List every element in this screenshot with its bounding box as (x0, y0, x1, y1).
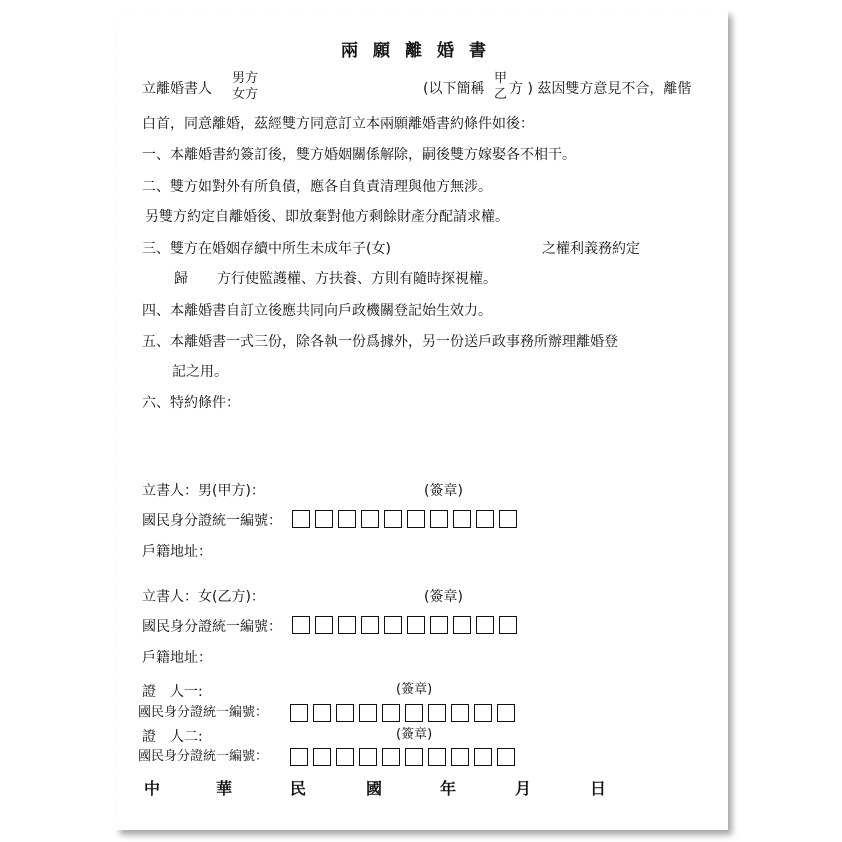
intro-female: 女方 (232, 87, 259, 102)
date-min: 民 (290, 779, 307, 798)
id-digit-box[interactable] (382, 748, 400, 766)
clause-5: 五、本離婚書一式三份，除各執一份爲據外，另一份送戶政事務所辦理離婚登 (142, 334, 618, 350)
intro-yi: 乙 (494, 87, 508, 102)
clause-4: 四、本離婚書自訂立後應共同向戶政機關登記始生效力。 (142, 303, 492, 319)
female-address-label: 戶籍地址： (142, 650, 212, 666)
id-digit-box[interactable] (338, 510, 356, 528)
male-address-label: 戶籍地址： (142, 544, 212, 560)
witness1-seal: (簽章) (396, 682, 433, 697)
male-id-label: 國民身分證統一編號： (142, 513, 282, 529)
id-digit-box[interactable] (313, 748, 331, 766)
id-digit-box[interactable] (499, 616, 517, 634)
id-digit-box[interactable] (453, 616, 471, 634)
witness1-label: 證 人一: (142, 684, 203, 700)
date-year: 年 (440, 779, 457, 798)
id-digit-box[interactable] (474, 748, 492, 766)
witness2-seal: (簽章) (396, 727, 433, 742)
deckle-edge-left (113, 10, 119, 830)
clause-2: 二、雙方如對外有所負債，應各自負責清理與他方無涉。 (142, 179, 492, 195)
id-digit-box[interactable] (361, 510, 379, 528)
witness2-id-boxes[interactable] (290, 748, 515, 766)
id-digit-box[interactable] (384, 616, 402, 634)
id-digit-box[interactable] (499, 510, 517, 528)
witness2-id-label: 國民身分證統一編號： (138, 749, 269, 764)
id-digit-box[interactable] (313, 704, 331, 722)
clause-3-tail: 之權利義務約定 (542, 241, 640, 257)
date-day: 日 (590, 779, 607, 798)
deckle-edge-top (116, 7, 728, 13)
witness2-label: 證 人二: (142, 729, 203, 745)
id-digit-box[interactable] (407, 616, 425, 634)
date-zhong: 中 (144, 779, 161, 798)
id-digit-box[interactable] (292, 510, 310, 528)
deckle-edge-right (725, 10, 731, 830)
id-digit-box[interactable] (428, 704, 446, 722)
id-digit-box[interactable] (476, 510, 494, 528)
intro-line2: 白首，同意離婚，茲經雙方同意訂立本兩願離婚書約條件如後： (142, 116, 534, 132)
id-digit-box[interactable] (359, 748, 377, 766)
date-month: 月 (515, 779, 532, 798)
id-digit-box[interactable] (384, 510, 402, 528)
witness1-id-boxes[interactable] (290, 704, 515, 722)
id-digit-box[interactable] (407, 510, 425, 528)
male-signer-label: 立書人：男(甲方)： (142, 483, 265, 499)
female-signer-label: 立書人：女(乙方)： (142, 589, 265, 605)
female-id-label: 國民身分證統一編號： (142, 619, 282, 635)
intro-jia: 甲 (494, 71, 508, 86)
id-digit-box[interactable] (430, 616, 448, 634)
intro-paren-open: (以下簡稱 (423, 81, 485, 97)
id-digit-box[interactable] (336, 748, 354, 766)
deckle-edge-bottom (116, 827, 728, 833)
document-title: 兩願離婚書 (341, 41, 501, 61)
id-digit-box[interactable] (290, 748, 308, 766)
witness1-id-label: 國民身分證統一編號： (138, 705, 269, 720)
id-digit-box[interactable] (405, 704, 423, 722)
id-digit-box[interactable] (405, 748, 423, 766)
male-id-boxes[interactable] (292, 510, 517, 528)
id-digit-box[interactable] (336, 704, 354, 722)
id-digit-box[interactable] (361, 616, 379, 634)
id-digit-box[interactable] (497, 748, 515, 766)
intro-label: 立離婚書人 (142, 81, 212, 97)
date-guo: 國 (366, 779, 383, 798)
id-digit-box[interactable] (315, 510, 333, 528)
id-digit-box[interactable] (451, 704, 469, 722)
date-hua: 華 (216, 779, 233, 798)
intro-male: 男方 (232, 71, 259, 86)
clause-2b: 另雙方約定自離婚後、即放棄對他方剩餘財產分配請求權。 (145, 209, 509, 225)
intro-paren-close: 方 ) 茲因雙方意見不合，離偕 (509, 81, 692, 97)
id-digit-box[interactable] (451, 748, 469, 766)
id-digit-box[interactable] (290, 704, 308, 722)
id-digit-box[interactable] (315, 616, 333, 634)
clause-6: 六、特約條件： (142, 395, 240, 411)
id-digit-box[interactable] (430, 510, 448, 528)
id-digit-box[interactable] (474, 704, 492, 722)
male-seal: (簽章) (424, 483, 463, 499)
id-digit-box[interactable] (428, 748, 446, 766)
id-digit-box[interactable] (382, 704, 400, 722)
female-id-boxes[interactable] (292, 616, 517, 634)
id-digit-box[interactable] (476, 616, 494, 634)
id-digit-box[interactable] (359, 704, 377, 722)
id-digit-box[interactable] (338, 616, 356, 634)
clause-3b-rest: 方行使監護權、方扶養、方則有隨時探視權。 (217, 271, 497, 287)
id-digit-box[interactable] (453, 510, 471, 528)
clause-1: 一、本離婚書約簽訂後，雙方婚姻關係解除，嗣後雙方嫁娶各不相干。 (142, 147, 576, 163)
clause-5b: 記之用。 (172, 364, 228, 380)
id-digit-box[interactable] (497, 704, 515, 722)
clause-3b-gui: 歸 (174, 271, 188, 287)
id-digit-box[interactable] (292, 616, 310, 634)
female-seal: (簽章) (424, 589, 463, 605)
clause-3: 三、雙方在婚姻存續中所生未成年子(女) (142, 241, 391, 257)
